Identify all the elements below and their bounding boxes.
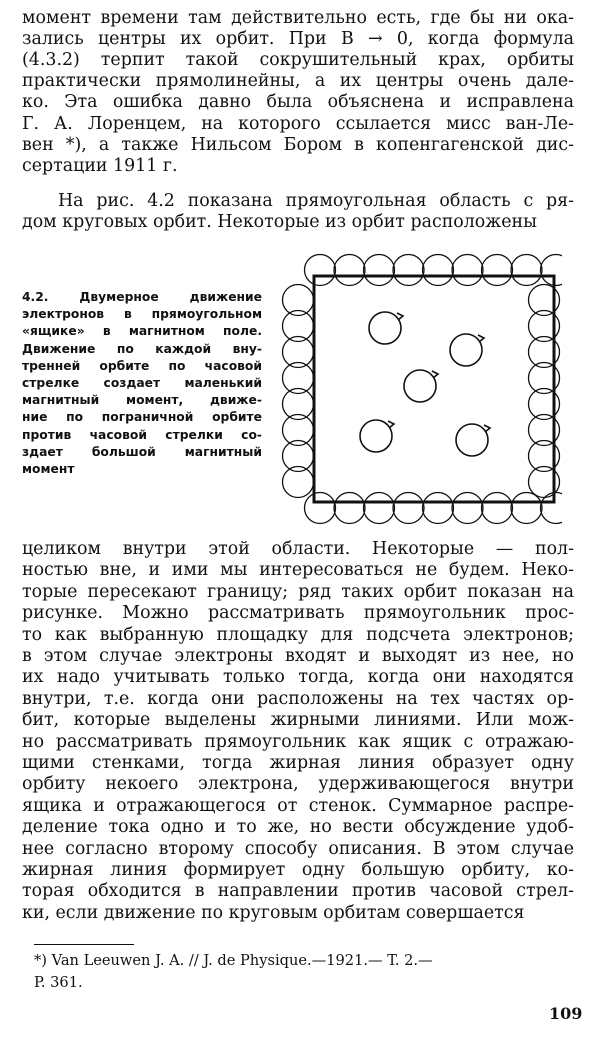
caption-line: здает большой магнитный — [22, 444, 262, 459]
edge-orbit — [423, 493, 454, 524]
text-line: зались центры их орбит. При B → 0, когда формула — [22, 29, 574, 50]
edge-orbit — [364, 255, 395, 286]
text-line: целиком внутри этой области. Некоторые — пол- — [22, 539, 574, 559]
caption-line: момент — [22, 462, 75, 476]
text-line: момент времени там действительно есть, где бы ни ока- — [22, 8, 574, 28]
text-line: щими стенками, тогда жирная линия образует одну — [22, 753, 574, 773]
inner-orbit — [456, 424, 488, 456]
text-line: (4.3.2) терпит такой сокрушительный крах, орбиты — [22, 50, 574, 71]
inner-orbit — [360, 420, 392, 452]
text-line: сертации 1911 г. — [22, 155, 178, 176]
text-line: внутри, т.е. когда они расположены на тех частях ор- — [22, 688, 574, 709]
text-line: торые пересекают границу; ряд таких орбит показан на — [22, 581, 574, 602]
text-line: вен *), а также Нильсом Бором в копенгагенской дис- — [22, 134, 574, 155]
edge-orbit — [511, 255, 542, 286]
edge-orbit — [482, 493, 513, 524]
text-line: Г. А. Лоренцем, на которого ссылается мисс ван-Ле- — [22, 113, 574, 134]
text-line: бит, которые выделены жирными линиями. Или мож- — [22, 710, 574, 731]
text-line: На рис. 4.2 показана прямоугольная область с ря- — [58, 191, 574, 211]
inner-orbit — [369, 312, 401, 344]
text-line: орбиту некоего электрона, удерживающегося внутри — [22, 774, 574, 795]
text-line: деление тока одно и то же, но вести обсуждение удоб- — [22, 817, 574, 838]
footnote-rule — [34, 944, 134, 945]
edge-orbit — [511, 493, 542, 524]
edge-orbit — [393, 493, 424, 524]
inner-orbit — [450, 334, 482, 366]
text-line: их надо учитывать только тогда, когда они находятся — [22, 667, 574, 688]
edge-orbit — [305, 255, 336, 286]
edge-orbit — [364, 493, 395, 524]
edge-orbit — [393, 255, 424, 286]
caption-line: Движение по каждой вну- — [22, 341, 262, 356]
text-line: ки, если движение по круговым орбитам совершается — [22, 902, 525, 923]
bold-boundary-orbit — [314, 276, 554, 502]
text-line: ностью вне, и ими мы интересоваться не будем. Неко- — [22, 560, 574, 581]
text-line: практически прямолинейны, а их центры очень дале- — [22, 71, 574, 92]
text-line: жирная линия формирует одну большую орбиту, ко- — [22, 860, 574, 880]
edge-orbit — [452, 255, 483, 286]
text-line: но рассматривать прямоугольник как ящик с отражаю- — [22, 731, 574, 752]
edge-orbit — [423, 255, 454, 286]
caption-line: против часовой стрелки со- — [22, 427, 262, 442]
text-line: дом круговых орбит. Некоторые из орбит расположены — [22, 212, 537, 233]
text-line: нее согласно второму способу описания. В этом случае — [22, 838, 574, 859]
footnote-line: P. 361. — [34, 974, 83, 991]
caption-line: тренней орбите по часовой — [22, 358, 262, 373]
edge-orbit — [541, 255, 563, 286]
figure-4-2-orbits-diagram — [280, 246, 562, 532]
text-line: торая обходится в направлении против часовой стрел- — [22, 881, 574, 902]
page-number: 109 — [549, 1004, 583, 1023]
text-line: в этом случае электроны входят и выходят из нее, но — [22, 646, 574, 666]
caption-line: ние по пограничной орбите — [22, 410, 262, 425]
text-line: ящика и отражающегося от стенок. Суммарное распре- — [22, 795, 574, 816]
caption-line: «ящике» в магнитном поле. — [22, 324, 262, 339]
edge-orbit — [452, 493, 483, 524]
caption-line: стрелке создает маленький — [22, 376, 262, 390]
inner-orbit — [404, 370, 436, 402]
edge-orbit — [334, 493, 365, 524]
edge-orbit — [334, 255, 365, 286]
edge-orbit — [482, 255, 513, 286]
edge-orbit — [305, 493, 336, 524]
caption-line: 4.2. Двумерное движение — [22, 290, 262, 304]
footnote-line: *) Van Leeuwen J. A. // J. de Physique.—1921.— T. 2.— — [34, 952, 433, 969]
text-line: то как выбранную площадку для подсчета электронов; — [22, 624, 574, 645]
text-line: ко. Эта ошибка давно была объяснена и исправлена — [22, 92, 574, 113]
caption-line: магнитный момент, движе- — [22, 393, 262, 408]
text-line: рисунке. Можно рассматривать прямоугольник прос- — [22, 603, 574, 624]
caption-line: электронов в прямоугольном — [22, 307, 262, 322]
